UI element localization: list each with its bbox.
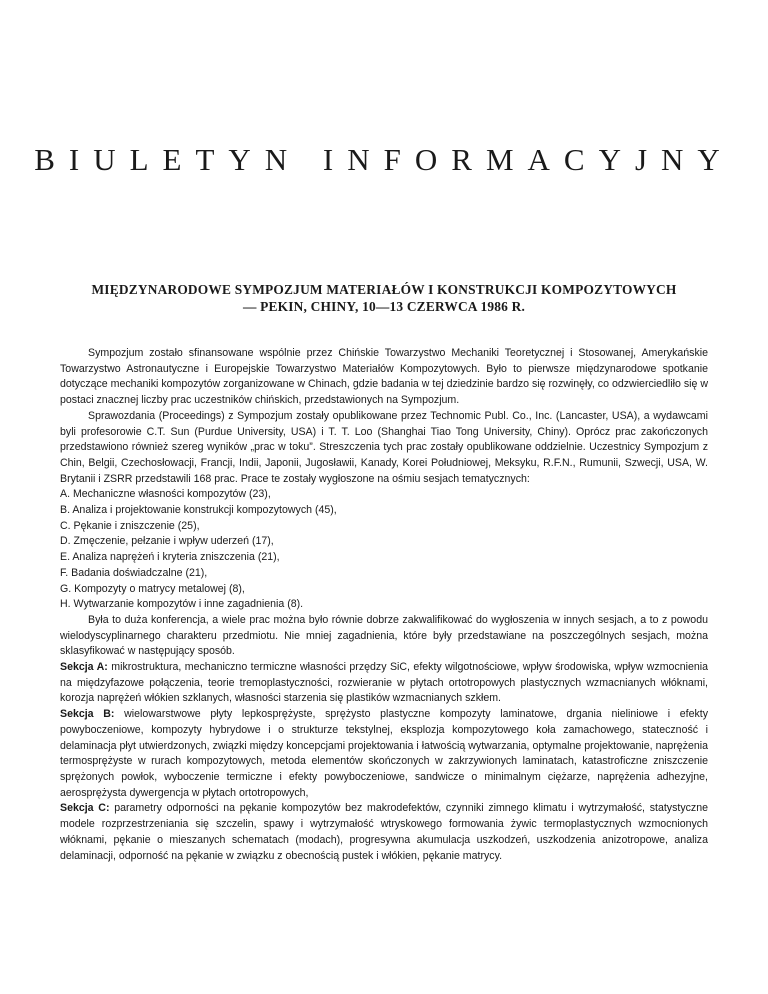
article-title-line-2: — PEKIN, CHINY, 10—13 CZERWCA 1986 R. (242, 299, 526, 314)
article-title (74, 281, 694, 315)
session-list (60, 487, 708, 613)
section-a-paragraph (60, 660, 708, 707)
section-a-label: Sekcja A: (60, 661, 108, 674)
section-b-paragraph (60, 707, 708, 801)
session-item-e: E. Analiza naprężeń i kryteria zniszczenia (21), (60, 551, 280, 564)
session-item-h: H. Wytwarzanie kompozytów i inne zagadnienia (8). (60, 598, 304, 611)
session-item-f: F. Badania doświadczalne (21), (60, 566, 208, 579)
session-item-d: D. Zmęczenie, pełzanie i wpływ uderzeń (17), (60, 535, 274, 548)
paragraph-proceedings: Sprawozdania (Proceedings) z Sympozjum zostały opublikowane przez Technomic Publ. Co., Inc. (Lancaster, USA), a wydawcami byli profesorowie C.T. Sun (Purdue University, USA) i T. T. Loo (Shanghai Tiao Tong University, Chiny). Oprócz prac zakończonych przedstawiono również szereg wyników „prac w toku”. Streszczenia tych prac zostały opublikowane oddzielnie. Uczestnicy Sympozjum z Chin, Belgii, Czechosłowacji, Francji, Indii, Japonii, Jugosławii, Kanady, Korei Południowej, Meksyku, R.F.N., Rumunii, Szwecji, USA, W. Brytanii i ZSRR przedstawili 168 prac. Prace te zostały wygłoszone na ośmiu sesjach tematycznych: (60, 409, 708, 485)
session-item-a: A. Mechaniczne własności kompozytów (23), (60, 488, 271, 501)
section-b-label: Sekcja B: (60, 708, 115, 721)
section-c-text: parametry odporności na pękanie kompozytów bez makrodefektów, czynniki zimnego klimatu i wytrzymałość, statystyczne modele rozprzestrzeniania się szczelin, spawy i wytrzymałość wtryskowego formowania żywic termoplastycznych wzmocnionych włóknami, pękanie o mieszanych schematach (modach), progresywna akumulacja uszkodzeń, uszkodzenia anizotropowe, analiza delaminacji, odporność na pękanie w związku z obecnością pustek i włókien, pękanie matrycy. (60, 802, 709, 862)
session-item-g: G. Kompozyty o matrycy metalowej (8), (60, 582, 245, 595)
section-c-label: Sekcja C: (60, 802, 110, 815)
section-a-text: mikrostruktura, mechaniczno termiczne własności przędzy SiC, efekty wilgotnościowe, wpływ środowiska, wpływ wzmocnienia na międzyfazowe połączenia, teorie tremoplastyczności, rozwieranie w płytach ortotropowych plastycznych wzmacnianych włóknami, korozja naprężeń włókien szklanych, własności starzenia się plastików wzmacnianych szkłem. (60, 661, 709, 705)
article-body (60, 346, 708, 864)
paragraph-intro: Sympozjum zostało sfinansowane wspólnie przez Chińskie Towarzystwo Mechaniki Teoretycznej i Stosowanej, Amerykańskie Towarzystwo Astronautyczne i Europejskie Towarzystwo Materiałów Kompozytowych. Było to pierwsze międzynarodowe spotkanie dotyczące mechaniki kompozytów zorganizowane w Chinach, gdzie badania w tej dziedzinie bardzo się rozwinęły, co odzwierciedliło się w postaci znacznej liczby prac uczestników chińskich, przedstawionych na Sympozjum. (60, 347, 708, 407)
session-item-c: C. Pękanie i zniszczenie (25), (60, 519, 200, 532)
section-b-text: wielowarstwowe płyty lepkosprężyste, sprężysto plastyczne kompozyty laminatowe, drgania nieliniowe i efekty powyboczeniowe, kompozyty hybrydowe i o strukturze tekstylnej, eksplozja kompozytowego koła zamachowego, stateczność i delaminacja płyt utwierdzonych, związki między koncepcjami projektowania i łatwością wytwarzania, optymalne projektowanie, naprężenia termosprężyste w rurach kompozytowych, metoda elementów skończonych w zakrzywionych laminatach, katastroficzne zniszczenie sprężonych powłok, wyboczenie termiczne i efekty powyboczeniowe, sandwicze o minimalnym ciężarze, naprężenia adhezyjne, aerosprężysta dywergencja w płytach ortotropowych, (60, 708, 708, 799)
session-item-b: B. Analiza i projektowanie konstrukcji kompozytowych (45), (60, 504, 337, 517)
article-title-line-1: MIĘDZYNARODOWE SYMPOZJUM MATERIAŁÓW I KONSTRUKCJI KOMPOZYTOWYCH (91, 282, 677, 297)
paragraph-classification: Była to duża konferencja, a wiele prac można było równie dobrze zakwalifikować do wygłoszenia w innych sesjach, a to z powodu wielodyscyplinarnego charakteru przedmiotu. Nie mniej zagadnienia, które były przedstawiane na poszczególnych sesjach, można sklasyfikować w następujący sposób. (60, 613, 708, 658)
section-c-paragraph (60, 801, 708, 864)
masthead-title: BIULETYN INFORMACYJNY (34, 142, 734, 177)
